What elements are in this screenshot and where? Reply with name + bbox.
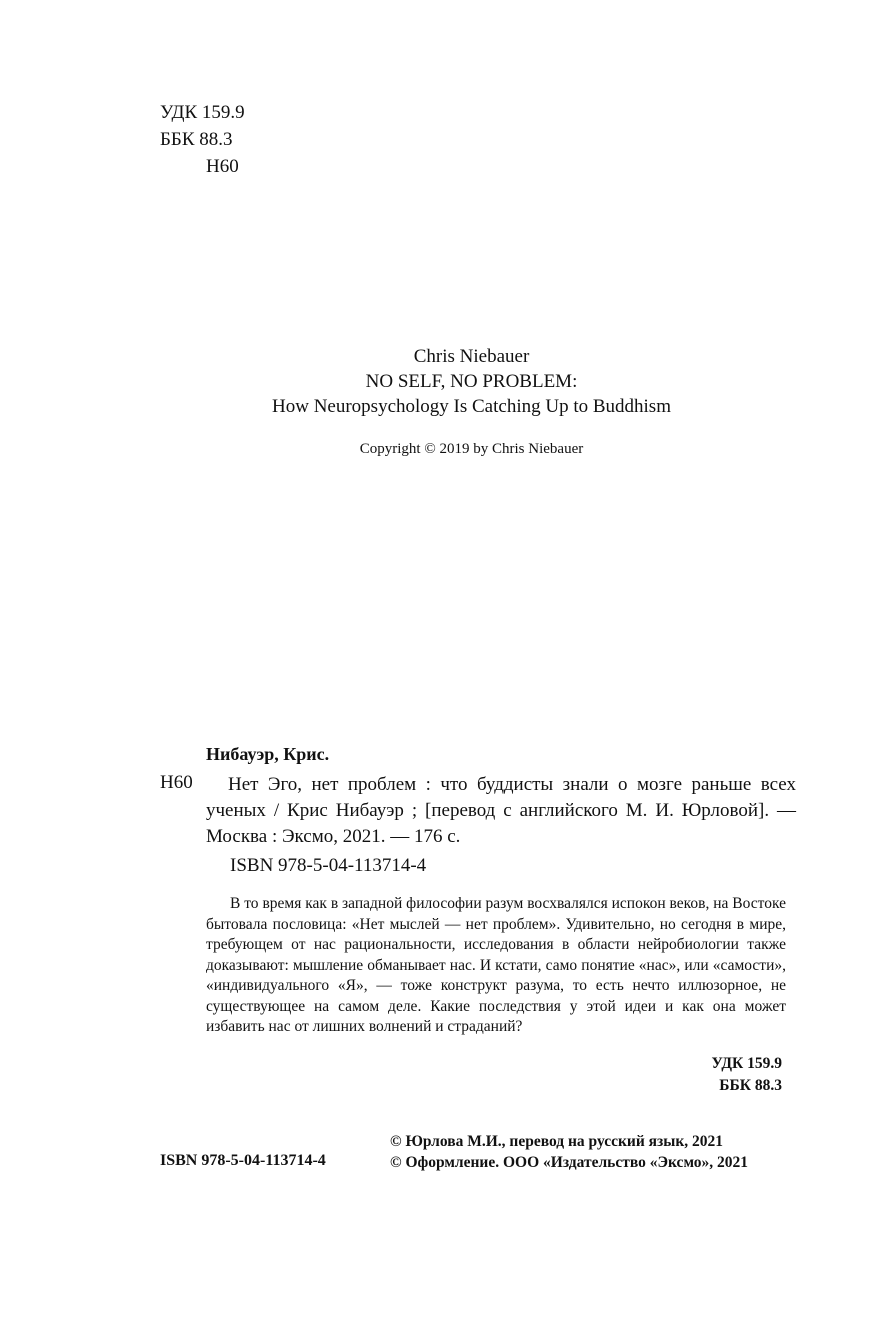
author-code: Н60 xyxy=(206,156,239,177)
translation-copyright: © Юрлова М.И., перевод на русский язык, 2021 xyxy=(390,1133,724,1150)
udk-code-bottom: УДК 159.9 xyxy=(711,1055,782,1072)
bib-author-code: Н60 xyxy=(160,772,193,793)
bib-description: Нет Эго, нет проблем : что буддисты знали о мозге раньше всех ученых / Крис Нибауэр ; [перевод с английского М. И. Юрловой]. — Москва : Эксмо, 2021. — 176 с. xyxy=(206,774,796,847)
original-title: NO SELF, NO PROBLEM: xyxy=(365,371,578,392)
design-copyright: © Оформление. ООО «Издательство «Эксмо», 2021 xyxy=(390,1154,749,1171)
original-subtitle: How Neuropsychology Is Catching Up to Buddhism xyxy=(272,396,671,417)
udk-code: УДК 159.9 xyxy=(160,102,245,123)
bbk-code: ББК 88.3 xyxy=(160,129,233,150)
original-author: Chris Niebauer xyxy=(413,346,530,367)
footer-isbn: ISBN 978-5-04-113714-4 xyxy=(160,1152,326,1169)
original-copyright: Copyright © 2019 by Chris Niebauer xyxy=(359,441,584,457)
bib-isbn: ISBN 978-5-04-113714-4 xyxy=(230,855,427,876)
bib-author-heading: Нибауэр, Крис. xyxy=(206,744,330,764)
annotation-text: В то время как в западной философии разум восхвалялся испокон веков, на Востоке бытовала пословица: «Нет мыслей — нет проблем». Удивительно, но сегодня в мире, требующем от нас рациональности, исследования в области нейробиологии также доказывают: мышление обманывает нас. И кстати, само понятие «нас», или «самости», «индивидуального «Я», — тоже конструкт разума, то есть нечто иллюзорное, не существующее на самом деле. Какие последствия у этой идеи и как она может избавить нас от лишних волнений и страданий? xyxy=(206,895,786,1035)
bbk-code-bottom: ББК 88.3 xyxy=(719,1077,782,1094)
